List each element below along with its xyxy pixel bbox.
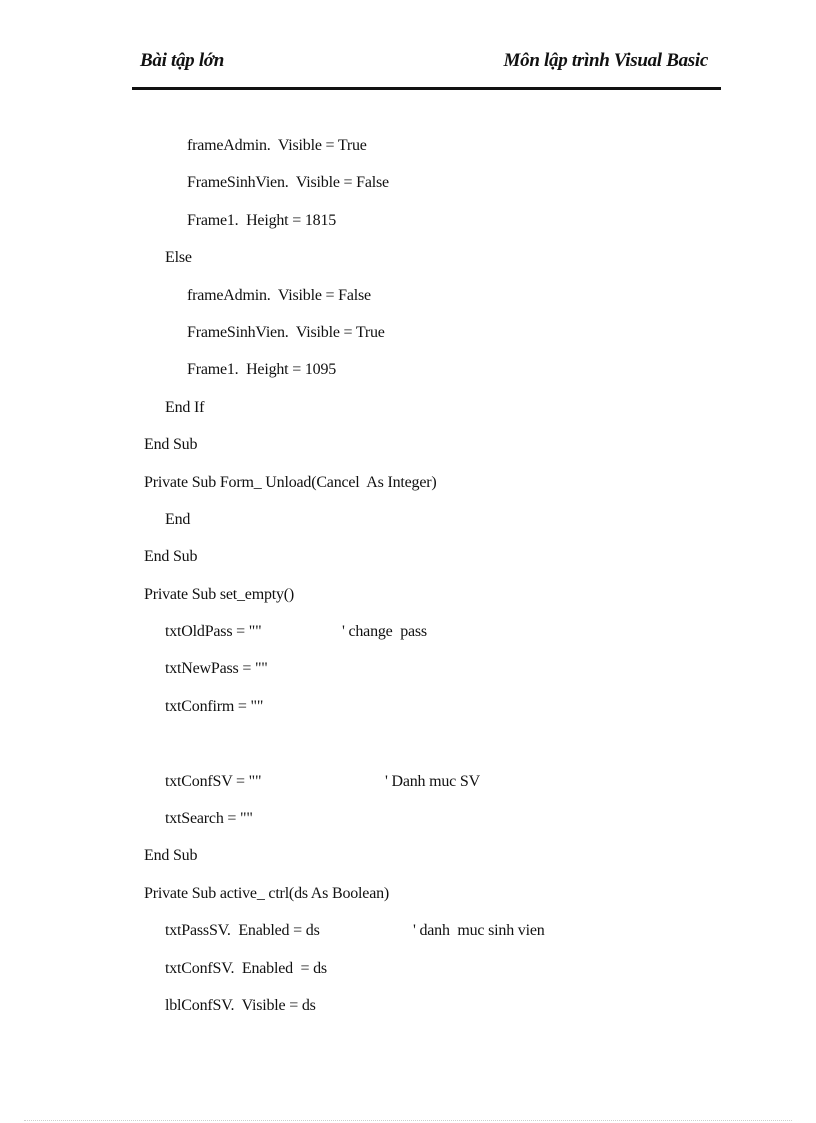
code-text: txtConfirm = "": [165, 697, 264, 715]
code-line: [0, 992, 816, 1029]
code-text: txtPassSV. Enabled = ds: [165, 922, 320, 940]
code-line: [0, 730, 816, 767]
code-text: End: [165, 510, 191, 528]
code-text: txtNewPass = "": [165, 660, 268, 678]
code-line: [0, 693, 816, 730]
code-line: [0, 506, 816, 543]
code-line: [0, 581, 816, 618]
code-text: Frame1. Height = 1815: [187, 211, 337, 229]
code-comment: ' danh muc sinh vien: [413, 922, 545, 940]
header-left-title: Bài tập lớn: [140, 50, 224, 71]
code-text: End Sub: [144, 436, 198, 454]
code-comment: ' Danh muc SV: [385, 772, 480, 790]
code-line: [0, 132, 816, 169]
code-line: [0, 880, 816, 917]
code-line: [0, 618, 816, 655]
code-text: FrameSinhVien. Visible = False: [187, 174, 389, 192]
code-line: [0, 244, 816, 281]
code-text: txtConfSV = "": [165, 772, 262, 790]
page-bottom-rule: [24, 1120, 792, 1121]
code-text: Private Sub set_empty(): [144, 585, 295, 603]
code-line: [0, 543, 816, 580]
code-text: End Sub: [144, 847, 198, 865]
code-line: [0, 917, 816, 954]
code-block: [0, 132, 816, 1029]
header-right-title: Môn lập trình Visual Basic: [503, 50, 708, 71]
code-line: [0, 768, 816, 805]
code-line: [0, 319, 816, 356]
code-text: End Sub: [144, 548, 198, 566]
code-line: [0, 805, 816, 842]
code-line: [0, 394, 816, 431]
code-text: Frame1. Height = 1095: [187, 361, 337, 379]
code-text: FrameSinhVien. Visible = True: [187, 323, 385, 341]
code-line: [0, 207, 816, 244]
code-line: [0, 282, 816, 319]
code-comment: ' change pass: [342, 623, 427, 641]
code-text: Private Sub active_ ctrl(ds As Boolean): [144, 884, 390, 902]
code-text: txtConfSV. Enabled = ds: [165, 959, 327, 977]
code-line: [0, 356, 816, 393]
code-line: [0, 169, 816, 206]
code-text: txtSearch = "": [165, 810, 253, 828]
code-text: lblConfSV. Visible = ds: [165, 996, 316, 1014]
code-text: frameAdmin. Visible = True: [187, 137, 367, 154]
code-text: frameAdmin. Visible = False: [187, 286, 371, 304]
code-line: [0, 431, 816, 468]
code-text: Else: [165, 249, 192, 267]
code-line: [0, 842, 816, 879]
code-text: txtOldPass = "": [165, 623, 262, 641]
code-text: End If: [165, 398, 205, 416]
page-header: [0, 0, 816, 100]
code-line: [0, 655, 816, 692]
code-line: [0, 469, 816, 506]
code-line: [0, 955, 816, 992]
header-rule: [132, 87, 721, 90]
code-text: Private Sub Form_ Unload(Cancel As Integer): [144, 473, 437, 491]
